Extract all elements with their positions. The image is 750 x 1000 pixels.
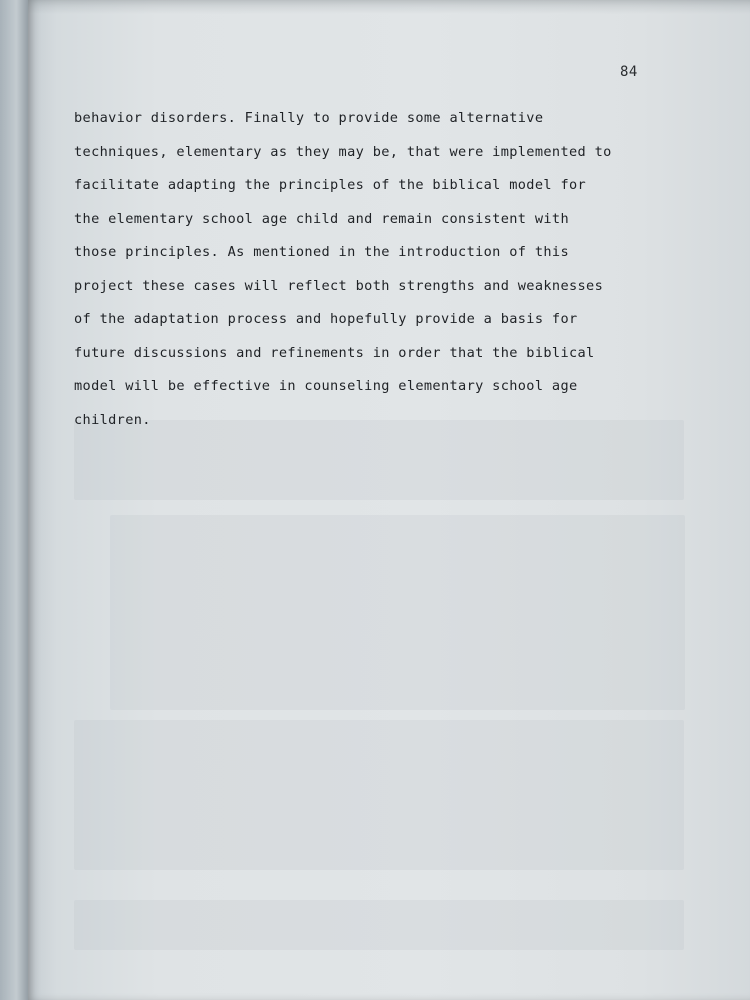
book-gutter: [0, 0, 30, 1000]
text-line: those principles. As mentioned in the introduction of this: [74, 244, 569, 260]
body-paragraph: [74, 102, 694, 437]
text-line: the elementary school age child and remain consistent with: [74, 210, 569, 227]
page-number: 84: [620, 64, 638, 80]
text-line: model will be effective in counseling elementary school age: [74, 378, 578, 394]
page-top-shadow: [28, 0, 750, 14]
text-line: future discussions and refinements in order that the biblical: [74, 344, 595, 361]
bleed-through-block: [110, 515, 685, 710]
text-line: of the adaptation process and hopefully provide a basis for: [74, 311, 578, 327]
bleed-through-block: [74, 720, 684, 870]
text-line: techniques, elementary as they may be, that were implemented to: [74, 143, 612, 160]
text-line: facilitate adapting the principles of the biblical model for: [74, 177, 587, 193]
text-line: project these cases will reflect both strengths and weaknesses: [74, 277, 604, 294]
text-line: children.: [74, 411, 151, 428]
text-line: behavior disorders. Finally to provide some alternative: [74, 110, 544, 126]
bleed-through-block: [74, 900, 684, 950]
